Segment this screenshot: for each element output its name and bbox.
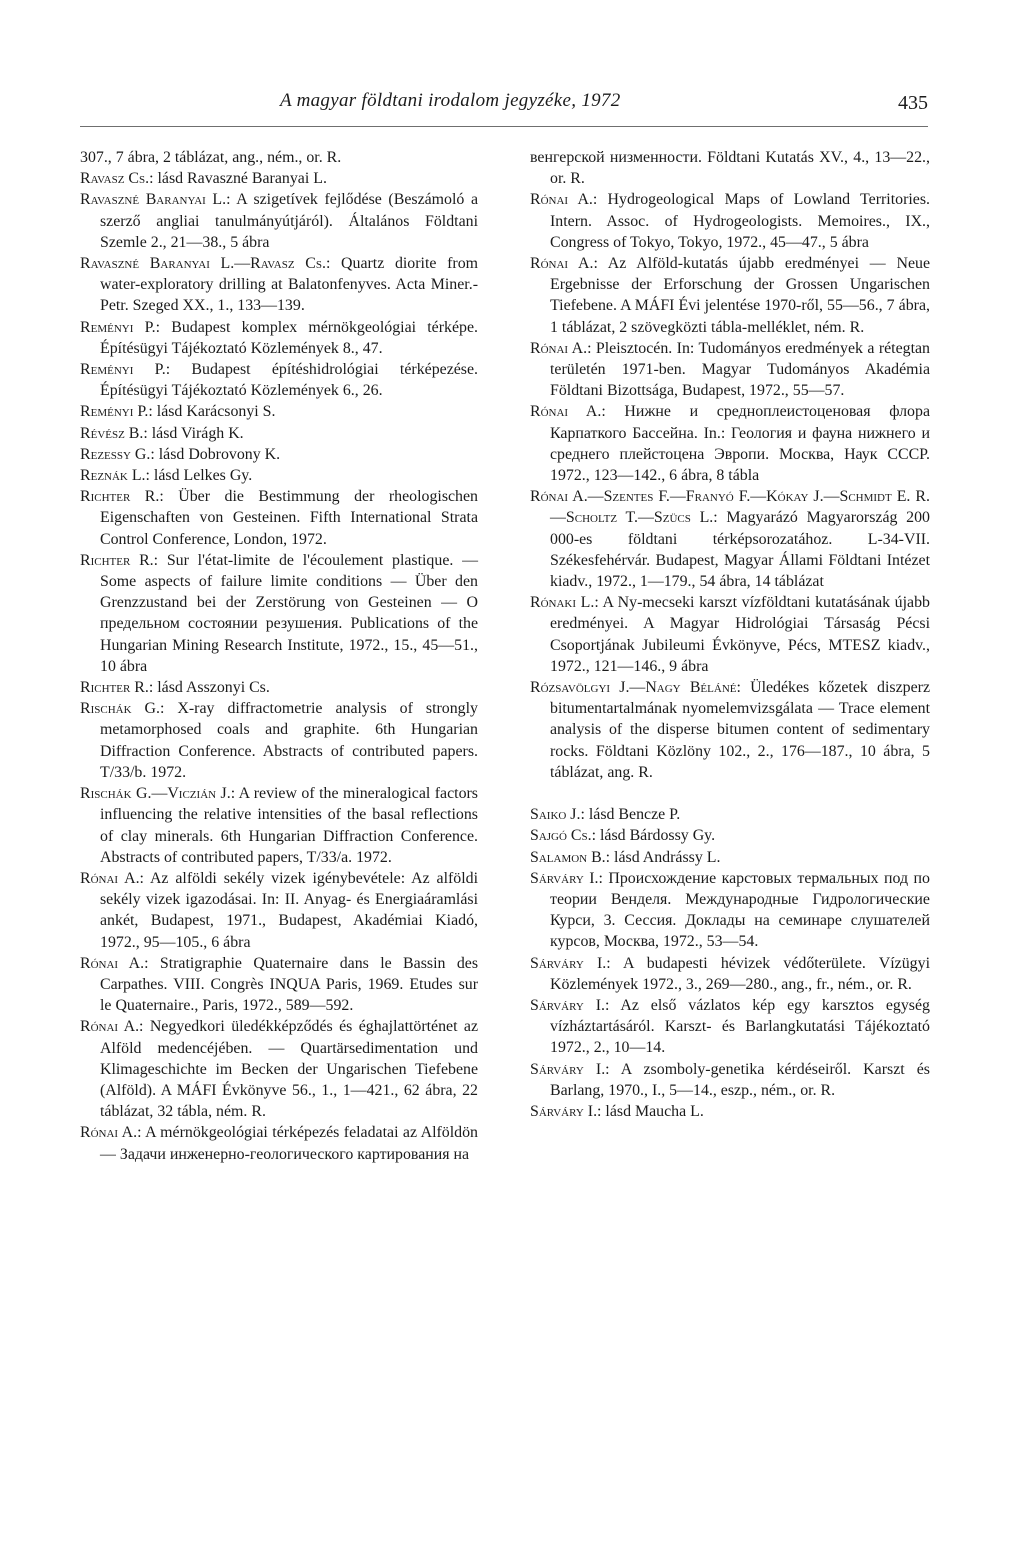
entry-author: Rónai A. xyxy=(80,1124,138,1142)
entry-text: : lásd Bárdossy Gy. xyxy=(591,827,716,845)
page-number: 435 xyxy=(898,92,928,114)
entry-text: : Az Alföld-kutatás újabb eredményei — Neue Ergebnisse der Erforschung der Grossen Ungarischen Tiefebene. A MÁFI Évi jelentése 1970-ről, 55—56., 7 ábra, 1 táblázat, 2 szövegközti tábla-melléklet, ném. R. xyxy=(550,255,930,336)
bibliography-entry xyxy=(530,592,930,677)
entry-text: : Quartz diorite from water-exploratory drilling at Balatonfenyves. Acta Miner.-Petr. Szeged XX., 1., 133—139. xyxy=(100,255,478,315)
bibliography-entry xyxy=(530,401,930,486)
entry-text: : X-ray diffractometrie analysis of strongly metamorphosed coals and graphite. 6th Hungarian Diffraction Conference. Abstracts of contributed papers. T/33/b. 1972. xyxy=(100,700,478,781)
entry-text: 307., 7 ábra, 2 táblázat, ang., ném., or. R. xyxy=(80,149,342,166)
entry-author: Reményi P. xyxy=(80,403,149,421)
bibliography-entry xyxy=(80,401,478,422)
entry-author: Salamon B. xyxy=(530,848,606,866)
entry-author: Sárváry I. xyxy=(530,954,607,972)
entry-author: Rónai A. xyxy=(80,1018,140,1036)
bibliography-entry xyxy=(80,465,478,486)
entry-text: : Magyarázó Magyarország 200 000-es földtani térképsorozatához. L-34-VII. Székesfehérvár. Budapest, Magyar Állami Földtani Intézet kiadv., 1972., 1—179., 54 ábra, 14 táblázat xyxy=(550,509,930,591)
entry-author: Rónaki L. xyxy=(530,594,595,612)
entry-author: Reményi P. xyxy=(80,318,156,336)
running-header xyxy=(80,86,928,127)
entry-author: Sárváry I. xyxy=(530,996,605,1014)
entry-text: : A review of the mineralogical factors influencing the relative intensities of the basal reflections of clay minerals. 6th Hungarian Diffraction Conference. Abstracts of contributed papers, T/33/a. 1972. xyxy=(100,785,478,866)
bibliography-entry xyxy=(80,550,478,677)
bibliography-entry xyxy=(80,486,478,550)
entry-author: Ravasz Cs. xyxy=(80,170,150,188)
bibliography-entry xyxy=(530,147,930,189)
bibliography-entry xyxy=(80,868,478,953)
bibliography-entry xyxy=(80,423,478,444)
left-column xyxy=(80,147,478,1165)
entry-author: Rónai A. xyxy=(530,339,588,357)
entry-text: : Üledékes kőzetek diszperz bitumentartalmának nyomelemvizsgálata — Trace element analysis of the disperse bitumen content of sedimentary rocks. Földtani Közlöny 102., 2., 176—187., 10 ábra, 5 táblázat, ang. R. xyxy=(550,679,930,781)
entry-text: : lásd Maucha L. xyxy=(597,1102,704,1120)
bibliography-entry xyxy=(80,783,478,868)
entry-author: Saiko J. xyxy=(530,806,581,824)
entry-text: : Über die Bestimmung der rheologischen Eigenschaften von Gesteinen. Fifth International Strata Control Conference, London, 1972. xyxy=(100,488,478,548)
entry-author: Rischák G.—Viczián J. xyxy=(80,785,231,803)
entry-text: : A budapesti hévizek védőterülete. Vízügyi Közlemények 1972., 3., 269—280., ang., fr., ném., or. R. xyxy=(550,954,930,993)
entry-author: Rischák G. xyxy=(80,700,160,718)
entry-text: : lásd Dobrovony K. xyxy=(150,445,281,463)
entry-text: : lásd Ravaszné Baranyai L. xyxy=(149,170,327,188)
entry-text: : Negyedkori üledékképződés és éghajlattörténet az Alföld medencéjében. — Quartärsedimentation und Klimageschichte im Becken der Ungarischen Tiefebene (Alföld). A MÁFI Évkönyve 56., 1., 1—421., 62 ábra, 22 táblázat, 32 tábla, ném. R. xyxy=(100,1018,478,1121)
bibliography-entry xyxy=(530,677,930,783)
entry-author: Rónai A.—Szentes F.—Franyó F.—Kókay J.—Schmidt E. R.—Scholtz T.—Szücs L. xyxy=(530,488,930,527)
entry-author: Ravaszné Baranyai L. xyxy=(80,191,227,209)
bibliography-entry xyxy=(530,1059,930,1101)
right-column xyxy=(530,147,930,1122)
bibliography-entry xyxy=(530,1101,930,1122)
bibliography-entry xyxy=(80,359,478,401)
entry-author: Rózsavölgyi J.—Nagy Béláné xyxy=(530,679,737,697)
bibliography-entry xyxy=(530,253,930,338)
entry-text: : Az első vázlatos kép egy karsztos egység vízháztartásáról. Karszt- és Barlangkutatási Tájékoztató 1972., 2., 10—14. xyxy=(550,996,930,1057)
bibliography-entry xyxy=(80,168,478,189)
entry-author: Rónai A. xyxy=(80,869,140,887)
entry-author: Sajgó Cs. xyxy=(530,827,592,845)
entry-author: Sárváry I. xyxy=(530,1060,606,1078)
bibliography-entry xyxy=(80,953,478,1017)
bibliography-entry xyxy=(530,953,930,995)
bibliography-entry xyxy=(80,444,478,465)
entry-text: : A mérnökgeológiai térképezés feladatai az Alföldön — Задачи инженерно-геологического картирования на xyxy=(100,1124,478,1163)
entry-text: : lásd Virágh K. xyxy=(143,424,244,442)
bibliography-entry xyxy=(530,338,930,402)
bibliography-entry xyxy=(530,189,930,253)
entry-text: : Stratigraphie Quaternaire dans le Bassin des Carpathes. VIII. Congrès INQUA Paris, 1969. Etudes sur le Quaternaire., Paris, 1972., 589—592. xyxy=(100,954,479,1015)
bibliography-entry xyxy=(80,1122,478,1164)
entry-text: : A szigetívek fejlődése (Beszámoló a szerző angliai tanulmányútjáról). Általános Földtani Szemle 2., 21—38., 5 ábra xyxy=(100,191,478,251)
bibliography-entry xyxy=(530,847,930,868)
entry-author: Reznák L. xyxy=(80,467,146,485)
bibliography-entry xyxy=(80,317,478,359)
entry-author: Rónai A. xyxy=(530,191,593,209)
entry-author: Richter R. xyxy=(80,679,149,697)
bibliography-entry xyxy=(530,804,930,825)
entry-author: Richter R. xyxy=(80,488,160,506)
bibliography-entry xyxy=(80,698,478,783)
bibliography-entry xyxy=(530,995,930,1059)
bibliography-entry xyxy=(80,677,478,698)
entry-author: Richter R. xyxy=(80,551,154,569)
entry-author: Rónai A. xyxy=(80,954,145,972)
entry-author: Sárváry I. xyxy=(530,1102,598,1120)
bibliography-entry xyxy=(80,1016,478,1122)
entry-author: Reményi P. xyxy=(80,361,166,379)
entry-text: : Budapest komplex mérnökgeológiai térképe. Építésügyi Tájékoztató Közlemények 8., 47. xyxy=(100,318,478,357)
bibliography-entry xyxy=(80,147,478,168)
entry-text: : lásd Asszonyi Cs. xyxy=(148,679,270,697)
bibliography-entry xyxy=(80,189,478,253)
entry-author: Révész B. xyxy=(80,424,144,442)
entry-text: : Hydrogeological Maps of Lowland Territories. Intern. Assoc. of Hydrogeologists. Memoires., IX., Congress of Tokyo, Tokyo, 1972., 45—47., 5 ábra xyxy=(550,191,930,251)
entry-text: : Az alföldi sekély vizek igénybevétele: Az alföldi sekély vizek igazodásai. In: II. Anyag- és Energiaáramlási ankét, Budapest, 1971., Budapest, Akadémiai Kiadó, 1972., 95—105., 6 ábra xyxy=(100,869,478,951)
bibliography-entry xyxy=(530,868,930,953)
entry-author: Rónai A. xyxy=(530,403,602,421)
entry-text: : lásd Karácsonyi S. xyxy=(148,403,276,421)
entry-author: Ravaszné Baranyai L.—Ravasz Cs. xyxy=(80,255,326,273)
entry-text: : Происхождение карстовых термальных под по теории Венделя. Международные Гидрологические Курси, 3. Сессия. Доклады на семинаре слушателей курсов, Москва, 1972., 53—54. xyxy=(550,869,930,951)
bibliography-entry xyxy=(530,825,930,846)
entry-text: : lásd Lelkes Gy. xyxy=(145,467,253,485)
bibliography-entry xyxy=(80,253,478,317)
entry-text: : Pleisztocén. In: Tudományos eredmények a rétegtan területén 1971-ben. Magyar Tudományos Akadémia Földtani Bizottsága, Budapest, 1972., 55—57. xyxy=(550,339,931,400)
entry-text: : lásd Andrássy L. xyxy=(605,848,721,866)
running-title: A magyar földtani irodalom jegyzéke, 1972 xyxy=(280,90,621,111)
entry-text: : A Ny-mecseki karszt vízföldtani kutatásának újabb eredményei. A Magyar Hidrológiai Társaság Pécsi Csoportjának Jubileumi Évkönyve, Pécs, MTESZ kiadv., 1972., 121—146., 9 ábra xyxy=(550,594,930,675)
entry-author: Sárváry I. xyxy=(530,869,599,887)
entry-text: : Нижне и средноплеистоценовая флора Карпаткого Бассейна. In.: Геология и фауна нижнего и среднего плейстоцена Эвропи. Москва, Наук СССР. 1972., 123—142., 6 ábra, 8 tábla xyxy=(550,403,930,485)
entry-text: : Budapest építéshidrológiai térképezése. Építésügyi Tájékoztató Közlemények 6., 26. xyxy=(100,361,479,400)
bibliography-entry xyxy=(530,486,930,592)
entry-author: Rezessy G. xyxy=(80,445,151,463)
entry-author: Rónai A. xyxy=(530,255,594,273)
entry-text: венгерской низменности. Földtani Kutatás XV., 4., 13—22., or. R. xyxy=(530,149,930,188)
entry-text: : lásd Bencze P. xyxy=(580,806,681,824)
entry-text: : A zsomboly-genetika kérdéseiről. Karszt és Barlang, 1970., I., 5—14., eszp., ném., or. R. xyxy=(550,1060,930,1099)
entry-text: : Sur l'état-limite de l'écoulement plastique. — Some aspects of failure limite conditions — Über den Grenzzustand bei der Zerstörung von Gesteinen — О предельном состоянии резушения. Publications of the Hungarian Mining Research Institute, 1972., 15., 45—51., 10 ábra xyxy=(100,551,478,675)
